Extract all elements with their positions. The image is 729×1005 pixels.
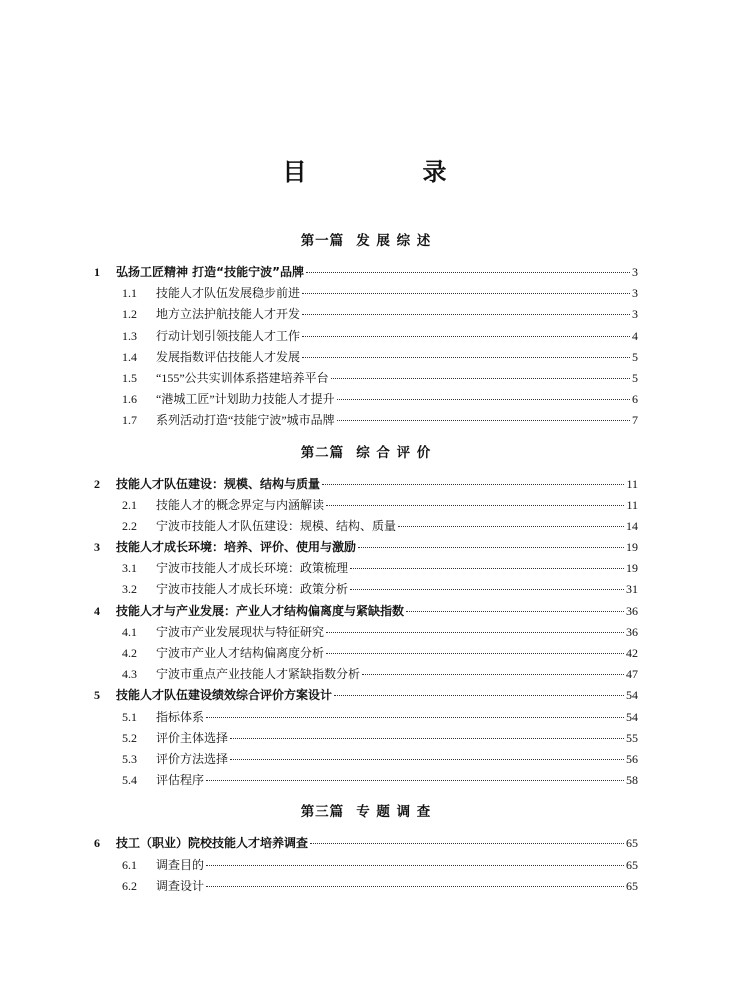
toc-section-entry[interactable] [94, 770, 638, 791]
part-heading-prefix: 第一篇 [300, 233, 345, 249]
entry-number: 1.4 [122, 349, 137, 364]
entry-number: 6 [94, 836, 100, 851]
dot-leader [350, 588, 624, 590]
toc-chapter-entry[interactable] [94, 537, 638, 558]
part-heading-text: 发 展 综 述 [356, 233, 432, 249]
toc-chapter-entry[interactable] [94, 685, 638, 706]
entry-number: 1.6 [122, 392, 137, 407]
entry-page-number: 3 [632, 307, 638, 322]
entry-page-number: 11 [626, 497, 638, 512]
part-heading [94, 438, 638, 468]
dot-leader [326, 504, 624, 506]
entry-page-number: 7 [632, 413, 638, 428]
part-heading-prefix: 第二篇 [300, 444, 345, 461]
entry-number: 5 [94, 688, 100, 703]
entry-page-number: 14 [626, 518, 638, 533]
entry-title: 评估程序 [156, 773, 205, 788]
dot-leader [331, 377, 630, 379]
toc-section-entry[interactable] [94, 622, 638, 643]
entry-page-number: 4 [632, 328, 638, 343]
dot-leader [206, 716, 624, 718]
entry-title: 指标体系 [156, 709, 205, 724]
entry-number: 1.7 [122, 413, 137, 428]
toc-section-entry[interactable] [94, 728, 638, 749]
toc-section-entry[interactable] [94, 326, 638, 347]
part-heading-text: 综 合 评 价 [356, 444, 432, 461]
entry-page-number: 3 [632, 286, 638, 301]
entry-number: 1 [94, 265, 100, 279]
dot-leader [306, 271, 630, 273]
part-heading [94, 797, 638, 827]
entry-title: “港城工匠”计划助力技能人才提升 [156, 392, 335, 407]
entry-page-number: 54 [626, 688, 638, 703]
entry-page-number: 6 [632, 392, 638, 407]
entry-number: 1.3 [122, 328, 137, 343]
dot-leader [326, 631, 624, 633]
toc-section-entry[interactable] [94, 389, 638, 410]
toc-section-entry[interactable] [94, 368, 638, 389]
toc-section-entry[interactable] [94, 516, 638, 537]
entry-title: 弘扬工匠精神 打造“技能宁波”品牌 [116, 265, 304, 279]
entry-page-number: 42 [626, 646, 638, 660]
entry-number: 5.3 [122, 751, 137, 766]
toc-chapter-entry[interactable] [94, 474, 638, 495]
part-heading-prefix: 第三篇 [300, 804, 345, 821]
dot-leader [398, 525, 624, 527]
entry-number: 4.3 [122, 667, 137, 682]
entry-title: 地方立法护航技能人才开发 [156, 307, 301, 322]
dot-leader [230, 758, 624, 760]
entry-page-number: 47 [626, 667, 638, 682]
toc-section-entry[interactable] [94, 579, 638, 600]
entry-title: 宁波市产业人才结构偏离度分析 [156, 646, 325, 660]
dot-leader [302, 356, 630, 358]
dot-leader [206, 864, 624, 866]
toc-section-entry[interactable] [94, 664, 638, 685]
entry-title: 宁波市重点产业技能人才紧缺指数分析 [156, 667, 361, 682]
entry-number: 4 [94, 603, 100, 618]
entry-number: 6.1 [122, 857, 137, 872]
entry-page-number: 65 [626, 857, 638, 872]
toc-section-entry[interactable] [94, 749, 638, 770]
entry-title: 调查目的 [156, 857, 205, 872]
toc-chapter-entry[interactable] [94, 601, 638, 622]
dot-leader [230, 737, 624, 739]
entry-number: 5.2 [122, 730, 137, 745]
dot-leader [302, 292, 630, 294]
toc-section-entry[interactable] [94, 304, 638, 325]
toc-chapter-entry[interactable] [94, 262, 638, 283]
entry-number: 3 [94, 540, 100, 555]
entry-title: 发展指数评估技能人才发展 [156, 349, 301, 364]
dot-leader [322, 483, 624, 485]
entry-page-number: 58 [626, 773, 638, 788]
entry-title: 评价主体选择 [156, 730, 229, 745]
entry-title: 宁波市技能人才成长环境：政策分析 [156, 582, 349, 597]
dot-leader [350, 567, 624, 569]
entry-page-number: 54 [626, 709, 638, 724]
entry-title: 系列活动打造“技能宁波”城市品牌 [156, 413, 335, 428]
entry-title: 技能人才队伍建设绩效综合评价方案设计 [116, 688, 333, 703]
part-heading-text: 专 题 调 查 [356, 804, 432, 821]
dot-leader [337, 419, 630, 421]
entry-number: 4.2 [122, 646, 137, 660]
toc-chapter-entry[interactable] [94, 833, 638, 854]
entry-title: “155”公共实训体系搭建培养平台 [156, 370, 329, 385]
entry-number: 3.1 [122, 561, 137, 576]
entry-page-number: 19 [626, 540, 638, 555]
entry-page-number: 36 [626, 624, 638, 639]
entry-title: 技能人才的概念界定与内涵解读 [156, 497, 325, 512]
entry-number: 2.1 [122, 497, 137, 512]
entry-number: 1.2 [122, 307, 137, 322]
entry-page-number: 19 [626, 561, 638, 576]
entry-page-number: 36 [626, 603, 638, 618]
dot-leader [337, 398, 630, 400]
entry-page-number: 11 [626, 476, 638, 491]
entry-number: 5.4 [122, 773, 137, 788]
entry-title: 行动计划引领技能人才工作 [156, 328, 301, 343]
entry-page-number: 31 [626, 582, 638, 597]
toc-section-entry[interactable] [94, 558, 638, 579]
dot-leader [362, 673, 624, 675]
entry-title: 宁波市产业发展现状与特征研究 [156, 624, 325, 639]
entry-title: 宁波市技能人才成长环境：政策梳理 [156, 561, 349, 576]
dot-leader [206, 779, 624, 781]
entry-page-number: 3 [632, 265, 638, 279]
part-heading [94, 226, 638, 256]
dot-leader [406, 610, 624, 612]
entry-number: 4.1 [122, 624, 137, 639]
page-title: 目 录 [282, 158, 493, 186]
entry-title: 评价方法选择 [156, 751, 229, 766]
dot-leader [326, 652, 624, 654]
dot-leader [334, 694, 624, 696]
entry-title: 技能人才成长环境：培养、评价、使用与激励 [116, 540, 357, 555]
entry-number: 1.5 [122, 370, 137, 385]
toc-section-entry[interactable] [94, 707, 638, 728]
toc-section-entry[interactable] [94, 495, 638, 516]
table-of-contents [94, 226, 638, 897]
dot-leader [302, 335, 630, 337]
toc-section-entry[interactable] [94, 283, 638, 304]
toc-section-entry[interactable] [94, 347, 638, 368]
entry-page-number: 65 [626, 836, 638, 851]
entry-number: 2 [94, 476, 100, 491]
toc-section-entry[interactable] [94, 876, 638, 897]
entry-number: 1.1 [122, 286, 137, 301]
entry-number: 6.2 [122, 878, 137, 893]
entry-page-number: 55 [626, 730, 638, 745]
entry-page-number: 65 [626, 878, 638, 893]
toc-section-entry[interactable] [94, 410, 638, 431]
entry-title: 调查设计 [156, 878, 205, 893]
entry-page-number: 5 [632, 370, 638, 385]
entry-page-number: 56 [626, 751, 638, 766]
toc-section-entry[interactable] [94, 643, 638, 664]
entry-number: 3.2 [122, 582, 137, 597]
dot-leader [310, 842, 624, 844]
entry-number: 5.1 [122, 709, 137, 724]
entry-title: 技工（职业）院校技能人才培养调查 [116, 836, 309, 851]
entry-number: 2.2 [122, 518, 137, 533]
dot-leader [206, 885, 624, 887]
dot-leader [358, 546, 624, 548]
entry-title: 宁波市技能人才队伍建设：规模、结构、质量 [156, 518, 397, 533]
dot-leader [302, 313, 630, 315]
entry-title: 技能人才队伍发展稳步前进 [156, 286, 301, 301]
entry-title: 技能人才队伍建设：规模、结构与质量 [116, 476, 321, 491]
entry-page-number: 5 [632, 349, 638, 364]
entry-title: 技能人才与产业发展：产业人才结构偏离度与紧缺指数 [116, 603, 405, 618]
toc-section-entry[interactable] [94, 855, 638, 876]
